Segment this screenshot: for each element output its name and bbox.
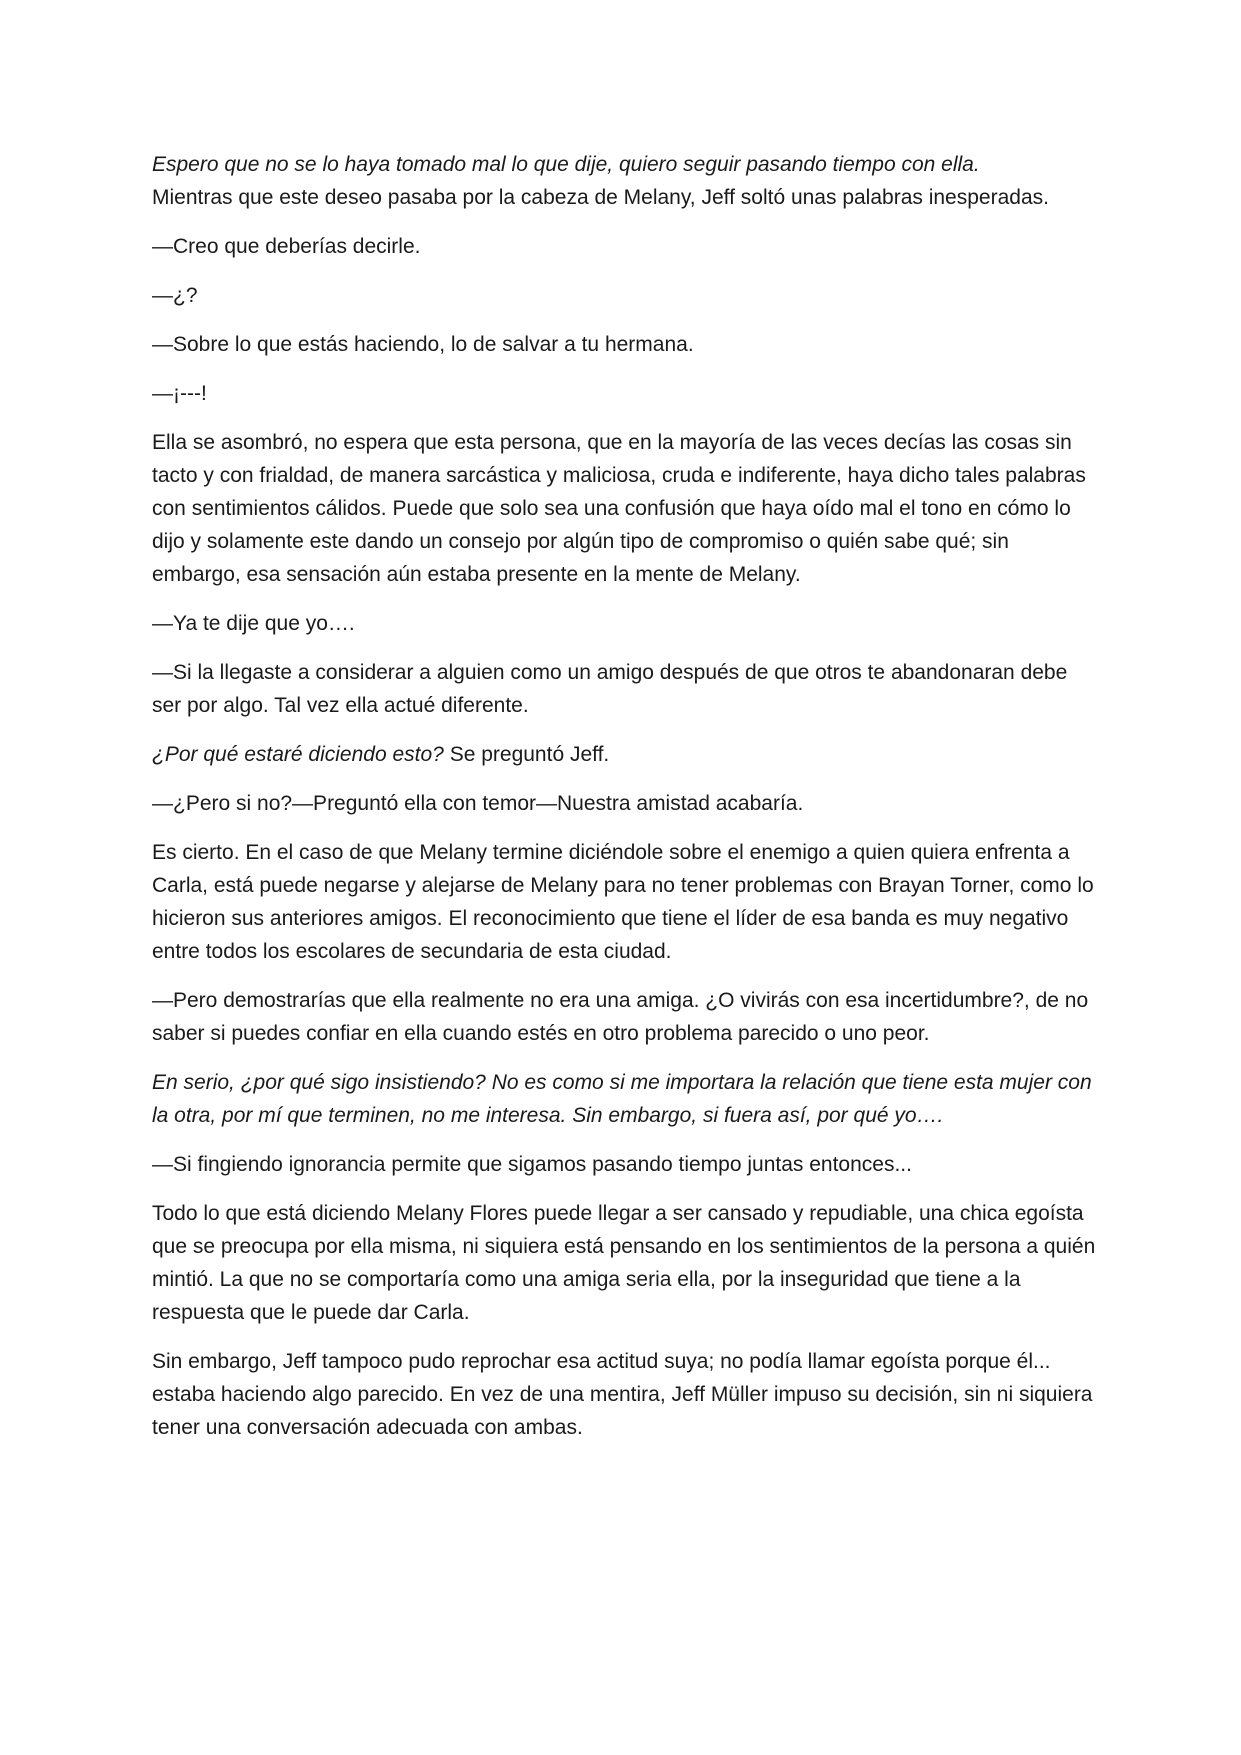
dialogue-line: —¡---! xyxy=(152,382,207,405)
inner-thought-paragraph: En serio, ¿por qué sigo insistiendo? No es como si me importara la relación que tiene esta mujer con la otra, por mí que terminen, no me interesa. Sin embargo, si fuera así, por qué yo…. xyxy=(152,1071,1092,1127)
inner-thought: Espero que no se lo haya tomado mal lo que dije, quiero seguir pasando tiempo con ella. xyxy=(152,153,980,176)
narration: Se preguntó Jeff. xyxy=(443,743,610,766)
dialogue-line: —Creo que deberías decirle. xyxy=(152,235,421,258)
dialogue-line: —Si la llegaste a considerar a alguien como un amigo después de que otros te abandonaran debe ser por algo. Tal vez ella actué diferente. xyxy=(152,661,1068,717)
dialogue-line: —Ya te dije que yo…. xyxy=(152,612,355,635)
dialogue-line: —¿Pero si no?—Preguntó ella con temor—Nuestra amistad acabaría. xyxy=(152,792,804,815)
narration-paragraph: Es cierto. En el caso de que Melany termine diciéndole sobre el enemigo a quien quiera enfrenta a Carla, está puede negarse y alejarse de Melany para no tener problemas con Brayan Torner, como lo hicieron sus anteriores amigos. El reconocimiento que tiene el líder de esa banda es muy negativo entre todos los escolares de secundaria de esta ciudad. xyxy=(152,841,1094,963)
narration-paragraph: Sin embargo, Jeff tampoco pudo reprochar esa actitud suya; no podía llamar egoísta porque él... estaba haciendo algo parecido. En vez de una mentira, Jeff Müller impuso su decisión, sin ni siquiera tener una conversación adecuada con ambas. xyxy=(152,1350,1093,1439)
narration: Mientras que este deseo pasaba por la cabeza de Melany, Jeff soltó unas palabras inesperadas. xyxy=(152,186,1049,209)
dialogue-line: —¿? xyxy=(152,284,198,307)
paragraph-9 xyxy=(152,738,1102,771)
paragraph-1 xyxy=(152,148,1102,214)
dialogue-line: —Sobre lo que estás haciendo, lo de salvar a tu hermana. xyxy=(152,333,694,356)
narration-paragraph: Ella se asombró, no espera que esta persona, que en la mayoría de las veces decías las cosas sin tacto y con frialdad, de manera sarcástica y maliciosa, cruda e indiferente, haya dicho tales palabras con sentimientos cálidos. Puede que solo sea una confusión que haya oído mal el tono en cómo lo dijo y solamente este dando un consejo por algún tipo de compromiso o quién sabe qué; sin embargo, esa sensación aún estaba presente en la mente de Melany. xyxy=(152,431,1086,586)
document-body xyxy=(152,148,1102,1460)
dialogue-line: —Pero demostrarías que ella realmente no era una amiga. ¿O vivirás con esa incertidumbre?, de no saber si puedes confiar en ella cuando estés en otro problema parecido o uno peor. xyxy=(152,989,1089,1045)
narration-paragraph: Todo lo que está diciendo Melany Flores puede llegar a ser cansado y repudiable, una chica egoísta que se preocupa por ella misma, ni siquiera está pensando en los sentimientos de la persona a quién mintió. La que no se comportaría como una amiga seria ella, por la inseguridad que tiene a la respuesta que le puede dar Carla. xyxy=(152,1202,1096,1324)
dialogue-line: —Si fingiendo ignorancia permite que sigamos pasando tiempo juntas entonces... xyxy=(152,1153,912,1176)
inner-thought: ¿Por qué estaré diciendo esto? xyxy=(152,743,444,766)
